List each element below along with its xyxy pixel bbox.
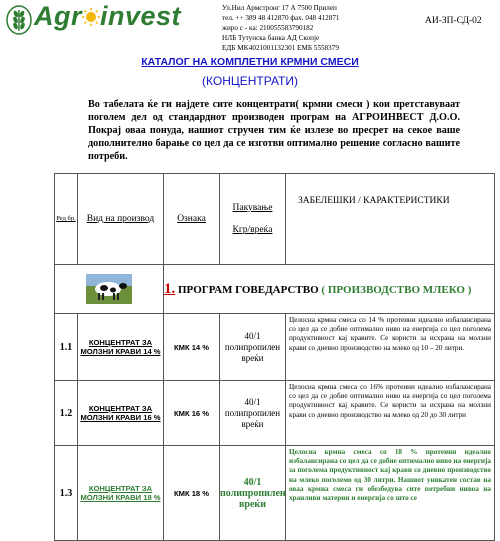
address-line: НЛБ Тутунска банка АД Скопје <box>222 34 320 42</box>
product-name: КОНЦЕНТРАТ ЗА МОЛЗНИ КРАВИ 14 % <box>78 314 164 381</box>
catalog-subtitle: (КОНЦЕНТРАТИ) <box>202 74 298 88</box>
header-pack <box>220 174 286 265</box>
table-row <box>55 446 495 541</box>
header-rb: Ред бр. <box>55 174 78 265</box>
header-product-label: Вид на производ <box>86 214 155 224</box>
address-line: жиро с - кa: 210055583790182 <box>222 24 314 32</box>
product-notes: Целосна крмна смеса со 18 % протеини идеално избалансирана со цел да се добие оптимално ниво на енергија за поголема продуктивност кај крави со дневно производство на млеко поголемо од 30 литри. Нашиот уникатен состав на оваа крмна смеса ги обезбедува сите потребни нивоа на хранливи материи и енергија со што се <box>286 446 495 541</box>
address-line: ЕДБ MK4021001132301 ЕМБ 5558379 <box>222 44 339 52</box>
sun-icon <box>82 8 100 26</box>
product-notes: Целосна крмна смеса со 14 % протеини идеално избалансирана со цел да се добие оптимално ниво на енергија со цел поголема продуктивност кај кравите. Се користи за исхрана на молзни крави со дневно производство на млеко од 10 – 20 литри. <box>286 314 495 381</box>
address-line: Ул.Нил Армстронг 17 А 7500 Прилеп <box>222 4 337 12</box>
product-name: КОНЦЕНТРАТ ЗА МОЛЗНИ КРАВИ 18 % <box>78 446 164 541</box>
program-image-cell <box>55 265 164 314</box>
product-mark: КМК 16 % <box>164 381 220 446</box>
header-notes-label: ЗАБЕЛЕШКИ / КАРАКТЕРИСТИКИ <box>298 196 450 206</box>
header-pack-label: Пакување <box>232 203 273 213</box>
product-packaging: 40/1 полипропилен вреќи <box>220 314 286 381</box>
document-code: АИ-ЗП-СД-02 <box>425 16 482 26</box>
row-number: 1.1 <box>55 314 78 381</box>
row-number: 1.2 <box>55 381 78 446</box>
address-line: тел. ++ 389 48 412870 фах. 048 412871 <box>222 14 340 22</box>
company-logo <box>6 3 206 39</box>
product-packaging: 40/1 полипропилен вреќи <box>220 446 286 541</box>
company-address <box>222 3 407 53</box>
table-row <box>55 314 495 381</box>
intro-paragraph: Во табелата ќе ги најдете сите концентрати( крмни смеси ) кои претставуваат поголем дел од стандарднот производен програм на АГРОИНВЕСТ Д.О.О. Покрај оваа понуда, нашиот стручен тим ќе излезе во пресрет на секое ваше дополнително барање со цел да се изготви оптимално решение согласно вашите потреби. <box>88 99 460 162</box>
program-number: 1. <box>164 280 176 297</box>
program-title-cell <box>164 265 495 314</box>
catalog-title: КАТАЛОГ НА КОМПЛЕТНИ КРМНИ СМЕСИ <box>141 56 359 68</box>
header-notes <box>286 174 495 265</box>
program-row <box>55 265 495 314</box>
product-mark: КМК 18 % <box>164 446 220 541</box>
header-mark <box>164 174 220 265</box>
table-header-row <box>55 174 495 265</box>
header-mark-label: Ознака <box>177 214 206 224</box>
logo-text-part2: invest <box>100 1 182 31</box>
logo-wordmark <box>34 1 181 32</box>
wheat-icon <box>6 5 32 35</box>
logo-text-part1: Agr <box>34 1 82 31</box>
product-packaging: 40/1 полипропилен вреќи <box>220 381 286 446</box>
product-notes: Целосна крмна смеса со 16% протеини идеално избалансирана со цел да се добие оптимално ниво на енергија со цел поголема продуктивност кај кравите. Се користи за исхрана на молзни крави со дневно производство на млеко од 20 до 30 литри <box>286 381 495 446</box>
table-row <box>55 381 495 446</box>
product-name: КОНЦЕНТРАТ ЗА МОЛЗНИ КРАВИ 16 % <box>78 381 164 446</box>
program-subtitle: ( ПРОИЗВОДСТВО МЛЕКО ) <box>321 283 472 296</box>
header-pack-unit: Кгр/вреќа <box>232 225 273 235</box>
product-mark: КМК 14 % <box>164 314 220 381</box>
catalog-table <box>54 173 495 541</box>
cow-icon <box>86 274 132 304</box>
row-number: 1.3 <box>55 446 78 541</box>
program-name: ПРОГРАМ ГОВЕДАРСТВО <box>178 283 319 296</box>
header-product <box>78 174 164 265</box>
